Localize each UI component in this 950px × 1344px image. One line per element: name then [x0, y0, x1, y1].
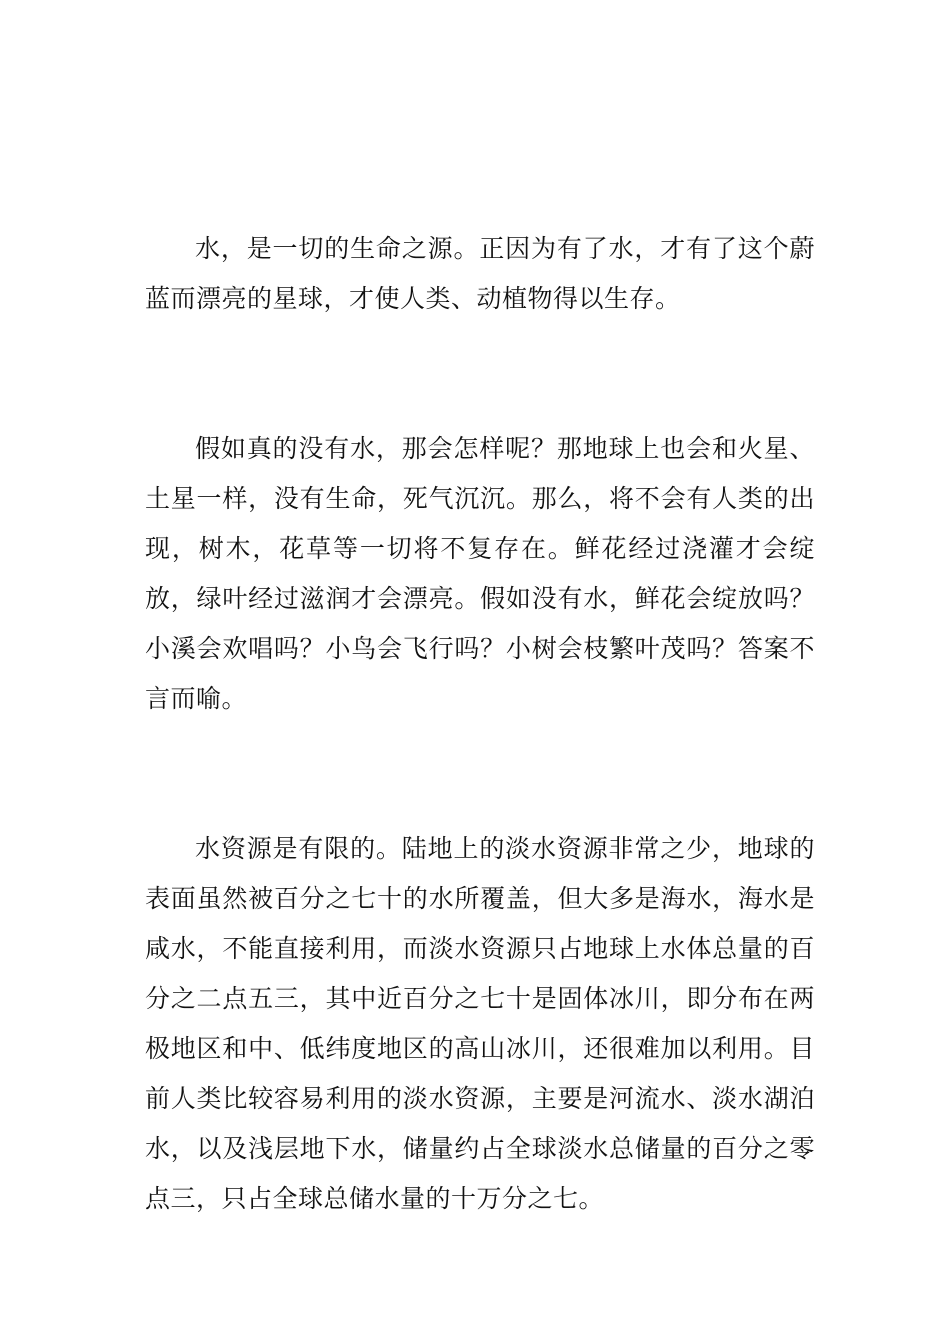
paragraph-1: 水，是一切的生命之源。正因为有了水，才有了这个蔚蓝而漂亮的星球，才使人类、动植物得以生存。	[145, 234, 815, 313]
paragraph-2: 假如真的没有水，那会怎样呢？那地球上也会和火星、土星一样，没有生命，死气沉沉。那么，将不会有人类的出现，树木，花草等一切将不复存在。鲜花经过浇灌才会绽放，绿叶经过滋润才会漂亮。假如没有水，鲜花会绽放吗？小溪会欢唱吗？小鸟会飞行吗？小树会枝繁叶茂吗？答案不言而喻。	[145, 434, 815, 713]
paragraph-3: 水资源是有限的。陆地上的淡水资源非常之少，地球的表面虽然被百分之七十的水所覆盖，但大多是海水，海水是咸水，不能直接利用，而淡水资源只占地球上水体总量的百分之二点五三，其中近百分之七十是固体冰川，即分布在两极地区和中、低纬度地区的高山冰川，还很难加以利用。目前人类比较容易利用的淡水资源，主要是河流水、淡水湖泊水，以及浅层地下水，储量约占全球淡水总储量的百分之零点三，只占全球总储水量的十万分之七。	[145, 834, 815, 1213]
